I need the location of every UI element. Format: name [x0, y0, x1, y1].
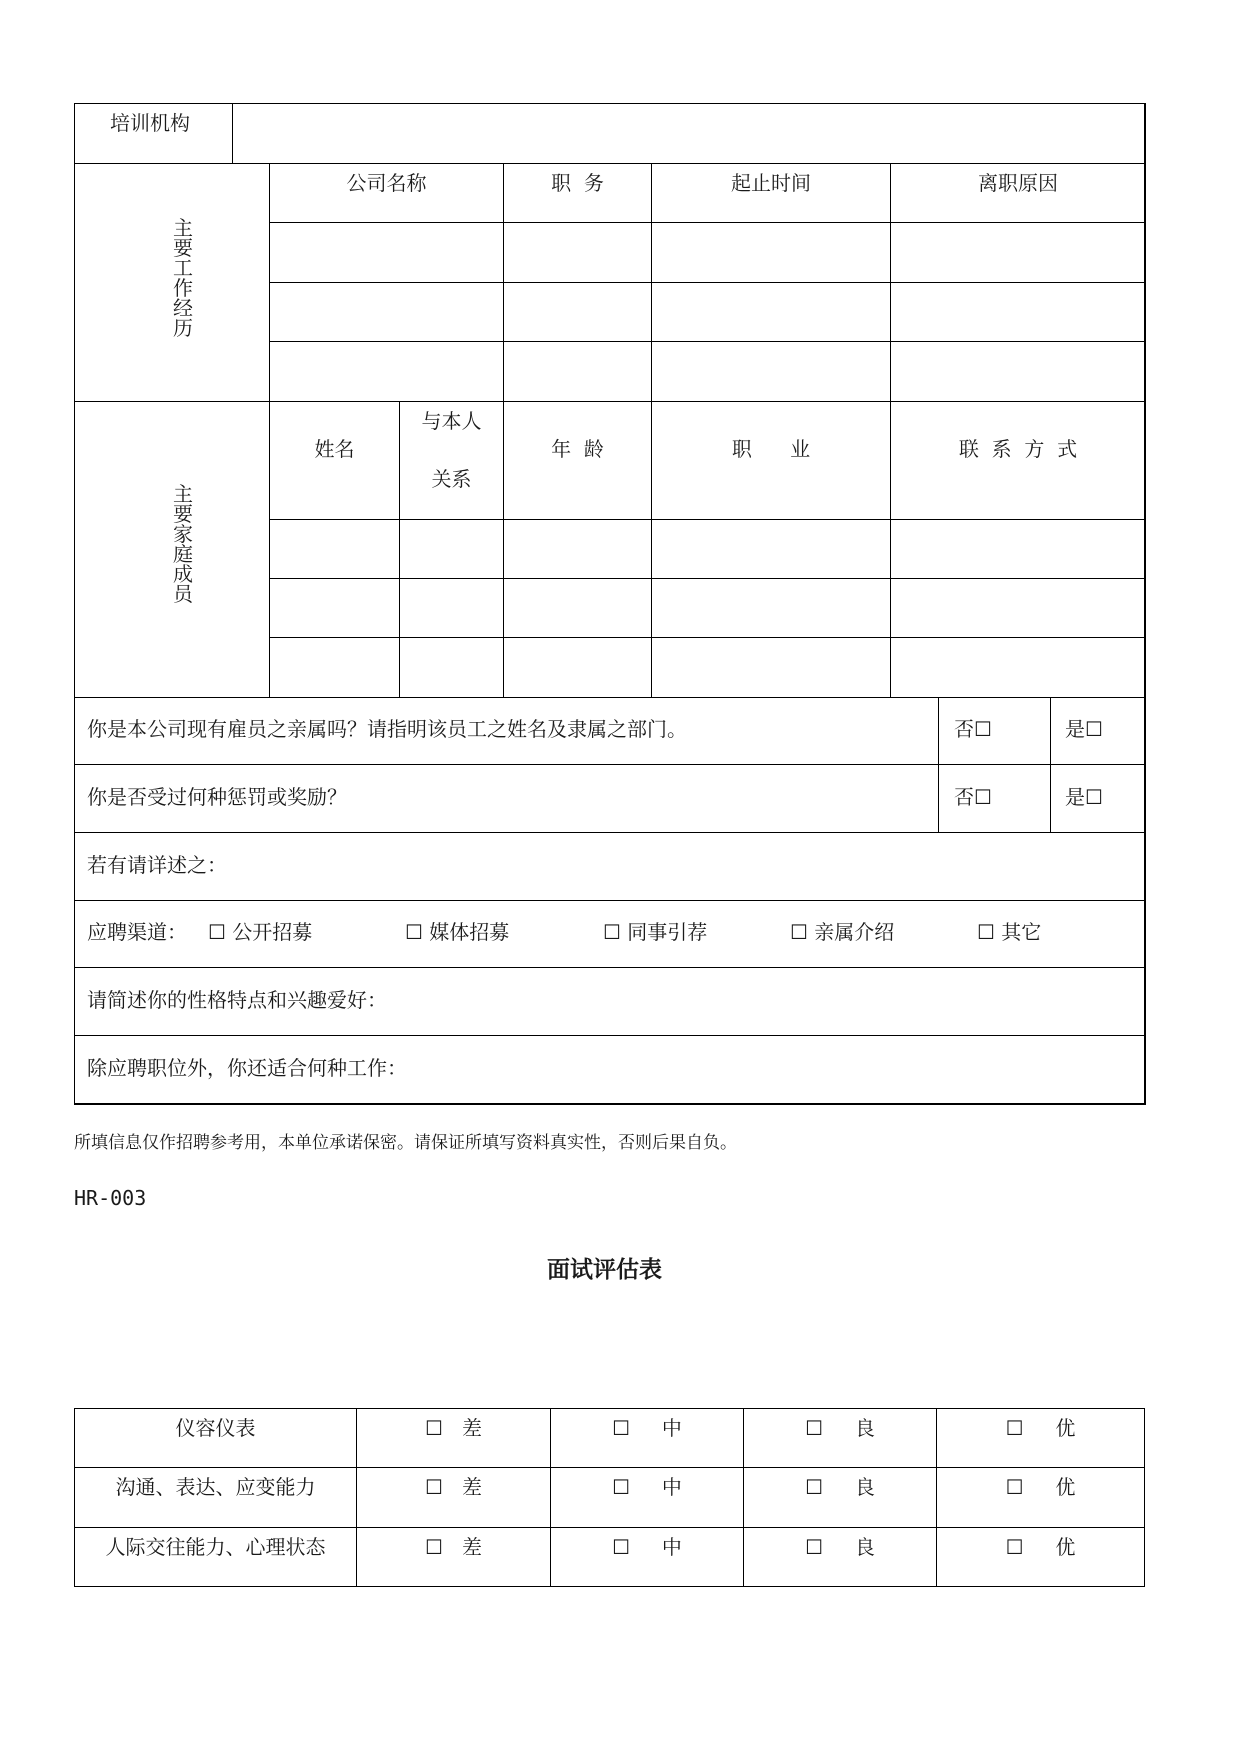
channel-option-other[interactable]: ☐ 其它	[977, 920, 1042, 944]
channel-option-public[interactable]: ☐ 公开招募	[208, 920, 313, 944]
relative-yes-checkbox[interactable]: 是☐	[1065, 717, 1103, 741]
family-header-occupation: 职 业	[731, 437, 811, 461]
family-row-2[interactable]	[270, 579, 1144, 636]
eval-rating-average[interactable]: ☐ 中	[612, 1535, 682, 1559]
eval-rating-average[interactable]: ☐ 中	[612, 1416, 682, 1440]
family-row-1[interactable]	[270, 520, 1144, 577]
eval-item-communication: 沟通、表达、应变能力	[115, 1475, 316, 1499]
family-row-3[interactable]	[270, 638, 1144, 696]
penalty-no-checkbox[interactable]: 否☐	[954, 785, 992, 809]
relative-no-checkbox[interactable]: 否☐	[954, 717, 992, 741]
eval-rating-poor[interactable]: ☐ 差	[424, 1535, 482, 1559]
work-history-label: 主要工作经历	[173, 216, 193, 340]
eval-rating-good[interactable]: ☐ 良	[805, 1416, 875, 1440]
family-header-relation-2: 关系	[431, 467, 472, 491]
eval-rating-poor[interactable]: ☐ 差	[424, 1416, 482, 1440]
work-header-position: 职 务	[551, 171, 604, 195]
family-header-name: 姓名	[314, 437, 355, 461]
training-input[interactable]	[234, 104, 1143, 162]
work-row-2[interactable]	[270, 283, 1144, 340]
channel-option-colleague[interactable]: ☐ 同事引荐	[603, 920, 708, 944]
work-header-period: 起止时间	[731, 171, 811, 195]
eval-rating-good[interactable]: ☐ 良	[805, 1475, 875, 1499]
work-header-company: 公司名称	[346, 171, 427, 195]
eval-rating-excellent[interactable]: ☐ 优	[1005, 1535, 1076, 1559]
penalty-question: 你是否受过何种惩罚或奖励？	[87, 785, 347, 809]
details-prompt: 若有请详述之：	[87, 853, 227, 877]
work-row-1[interactable]	[270, 223, 1144, 281]
personality-prompt: 请简述你的性格特点和兴趣爱好：	[87, 988, 387, 1012]
other-jobs-prompt: 除应聘职位外，你还适合何种工作：	[87, 1056, 407, 1080]
family-label: 主要家庭成员	[173, 482, 193, 606]
training-label: 培训机构	[110, 111, 190, 135]
channel-label: 应聘渠道：	[87, 920, 187, 944]
eval-rating-average[interactable]: ☐ 中	[612, 1475, 682, 1499]
family-header-relation-1: 与本人	[421, 409, 482, 433]
penalty-yes-checkbox[interactable]: 是☐	[1065, 785, 1103, 809]
confidentiality-note: 所填信息仅作招聘参考用，本单位承诺保密。请保证所填写资料真实性，否则后果自负。	[74, 1133, 737, 1153]
eval-rating-good[interactable]: ☐ 良	[805, 1535, 875, 1559]
eval-item-interpersonal: 人际交往能力、心理状态	[105, 1535, 326, 1559]
relative-question: 你是本公司现有雇员之亲属吗？请指明该员工之姓名及隶属之部门。	[87, 717, 687, 741]
evaluation-title: 面试评估表	[547, 1256, 662, 1283]
eval-rating-excellent[interactable]: ☐ 优	[1005, 1475, 1076, 1499]
channel-option-media[interactable]: ☐ 媒体招募	[405, 920, 510, 944]
family-header-age: 年 龄	[551, 437, 604, 461]
work-header-leave-reason: 离职原因	[978, 171, 1058, 195]
family-header-contact: 联 系 方 式	[958, 437, 1078, 461]
eval-item-appearance: 仪容仪表	[175, 1416, 256, 1440]
eval-rating-poor[interactable]: ☐ 差	[424, 1475, 482, 1499]
eval-rating-excellent[interactable]: ☐ 优	[1005, 1416, 1076, 1440]
work-row-3[interactable]	[270, 342, 1144, 400]
form-code: HR-003	[74, 1186, 147, 1210]
channel-option-relative[interactable]: ☐ 亲属介绍	[790, 920, 895, 944]
